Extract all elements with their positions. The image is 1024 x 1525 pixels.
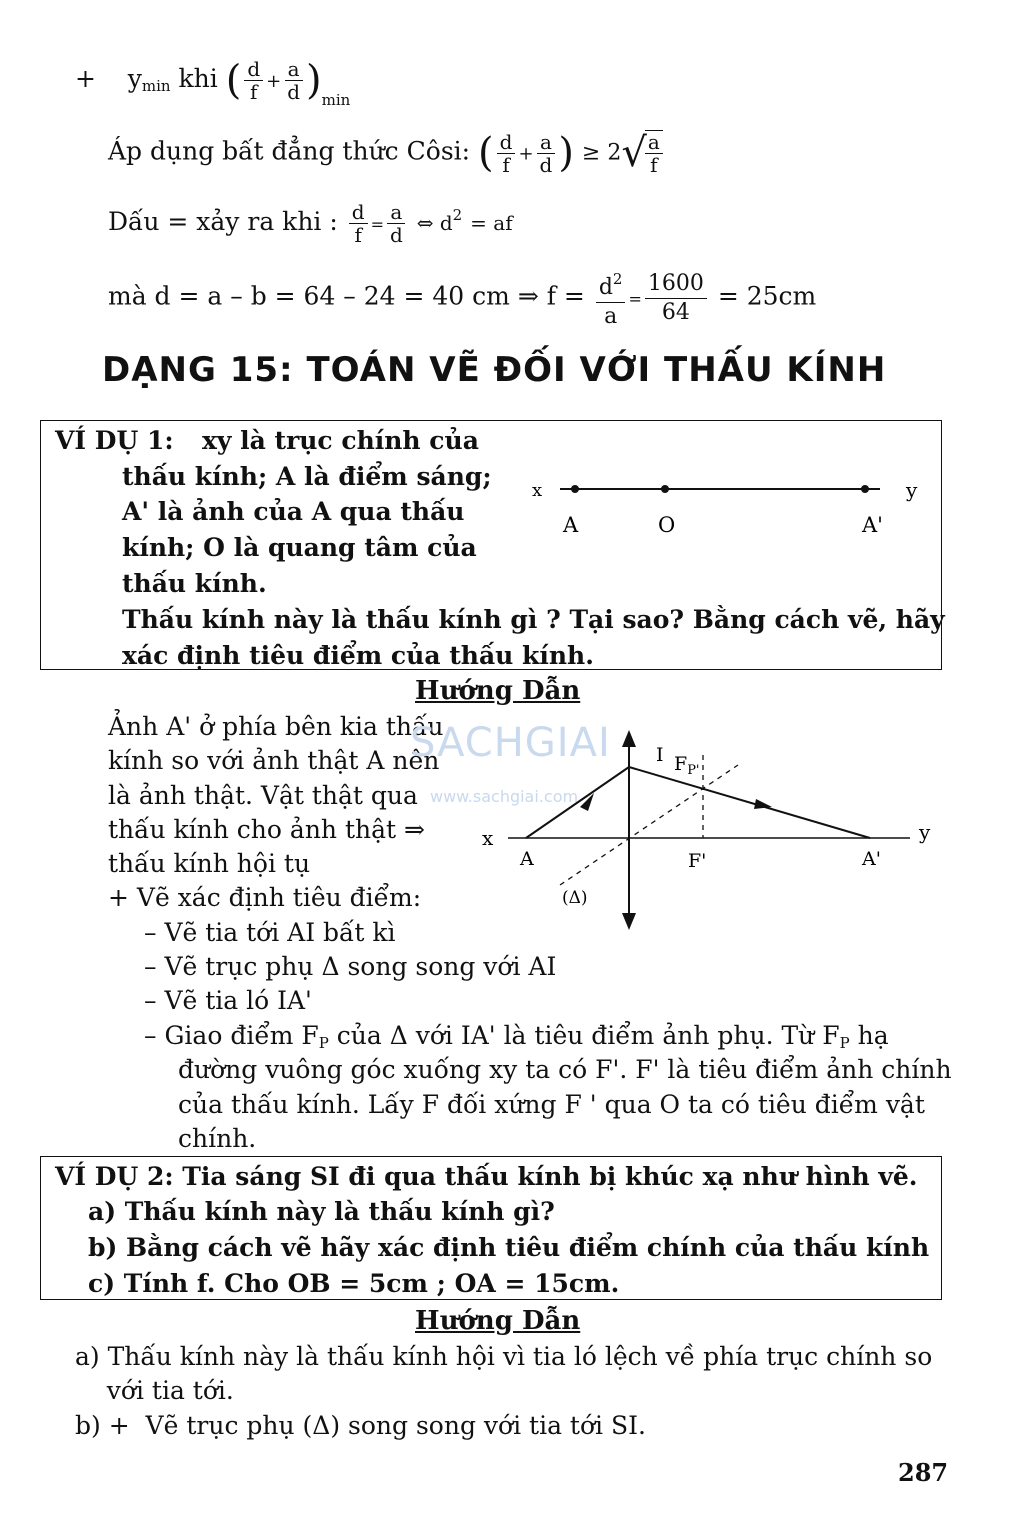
fraction-1600-64 bbox=[645, 270, 707, 327]
open-paren: ( bbox=[225, 57, 242, 104]
guide1-para-line: là ảnh thật. Vật thật qua bbox=[108, 781, 418, 810]
equals: = bbox=[628, 289, 642, 309]
guide1-step: – Vẽ tia tới AI bất kì bbox=[144, 918, 396, 947]
geq-sign: ≥ 2 bbox=[581, 140, 622, 166]
page-number: 287 bbox=[898, 1458, 949, 1487]
guide2-line: a) Thấu kính này là thấu kính hội vì tia ló lệch về phía trục chính so bbox=[75, 1342, 933, 1371]
section-heading: DẠNG 15: TOÁN VẼ ĐỐI VỚI THẤU KÍNH bbox=[102, 350, 887, 390]
equality-text: Dấu = xảy ra khi : bbox=[108, 207, 338, 236]
sub-p: P bbox=[318, 1034, 329, 1052]
d: d bbox=[598, 275, 613, 300]
fp-subscript: P' bbox=[687, 763, 700, 778]
khi-word: khi bbox=[178, 64, 218, 93]
example2-line: c) Tính f. Cho OB = 5cm ; OA = 15cm. bbox=[88, 1269, 620, 1298]
sqrt-fraction bbox=[645, 130, 663, 176]
fraction-d2-a bbox=[596, 265, 626, 331]
formula-line-cosi bbox=[108, 130, 666, 176]
y-symbol: y bbox=[127, 64, 142, 93]
den: 64 bbox=[661, 299, 690, 325]
equals-af: = af bbox=[470, 211, 513, 235]
label-o: O bbox=[658, 513, 676, 537]
fraction-d-f bbox=[244, 58, 263, 103]
den: d bbox=[389, 223, 403, 247]
num: a bbox=[285, 58, 303, 81]
example1-line: xy là trục chính của bbox=[202, 426, 479, 455]
result-value: = 25cm bbox=[717, 281, 817, 311]
num: a bbox=[645, 131, 663, 154]
num bbox=[596, 265, 626, 303]
guide1-para-line: thấu kính cho ảnh thật ⇒ bbox=[108, 815, 425, 844]
guide2-title: Hướng Dẫn bbox=[415, 1306, 581, 1336]
fraction-a-d bbox=[284, 58, 303, 103]
example1-line: thấu kính; A là điểm sáng; bbox=[122, 462, 492, 491]
min-subscript-2: min bbox=[321, 91, 351, 109]
secondary-axis bbox=[560, 765, 738, 885]
result-text: mà d = a – b = 64 – 24 = 40 cm ⇒ f = bbox=[108, 281, 585, 311]
guide2-line: b) + Vẽ trục phụ (Δ) song song với tia tới SI. bbox=[75, 1411, 646, 1440]
example1-label: VÍ DỤ 1: bbox=[55, 426, 174, 455]
point-a-prime bbox=[861, 485, 869, 493]
example1-diagram bbox=[520, 470, 920, 550]
formula-line-result bbox=[108, 265, 816, 331]
num: d bbox=[497, 131, 516, 154]
watermark-brand: SACHGIAI bbox=[410, 720, 611, 766]
guide1-step: – Vẽ tia ló IA' bbox=[144, 986, 312, 1015]
text-part: hạ bbox=[849, 1021, 889, 1050]
den: f bbox=[502, 152, 510, 177]
num: a bbox=[387, 201, 405, 224]
example2-line: b) Bằng cách vẽ hãy xác định tiêu điểm chính của thấu kính bbox=[88, 1233, 930, 1262]
den: a bbox=[604, 304, 618, 329]
open-paren: ( bbox=[478, 130, 494, 176]
label-delta: (Δ) bbox=[562, 888, 588, 908]
label-a: A bbox=[563, 513, 579, 537]
guide1-step-cont: của thấu kính. Lấy F đối xứng F ' qua O ta có tiêu điểm vật bbox=[178, 1090, 925, 1119]
num: 1600 bbox=[645, 270, 707, 299]
square-sup: 2 bbox=[452, 206, 463, 224]
num: d bbox=[244, 58, 263, 81]
text-part: – Giao điểm F bbox=[144, 1021, 319, 1050]
sqrt-sign: √ bbox=[621, 130, 647, 176]
guide1-step-cont: đường vuông góc xuống xy ta có F'. F' là tiêu điểm ảnh chính bbox=[178, 1055, 952, 1084]
guide1-step: – Vẽ trục phụ Δ song song với AI bbox=[144, 952, 557, 981]
close-paren: ) bbox=[558, 130, 574, 176]
guide1-para-line: thấu kính hội tụ bbox=[108, 849, 311, 878]
label-a: A bbox=[520, 848, 534, 870]
example1-line: xác định tiêu điểm của thấu kính. bbox=[122, 641, 594, 670]
plus: + bbox=[518, 143, 534, 165]
example2-line: VÍ DỤ 2: Tia sáng SI đi qua thấu kính bị khúc xạ như hình vẽ. bbox=[55, 1162, 918, 1191]
guide1-para-line: Ảnh A' ở phía bên kia thấu bbox=[108, 712, 444, 741]
plus: + bbox=[266, 71, 282, 92]
label-x: x bbox=[532, 480, 543, 501]
formula-line-ymin bbox=[75, 58, 350, 117]
den: f bbox=[250, 80, 258, 104]
guide2-line: với tia tới. bbox=[75, 1376, 234, 1405]
den: f bbox=[354, 223, 362, 247]
label-i: I bbox=[656, 744, 664, 766]
point-o bbox=[661, 485, 669, 493]
example1-line: thấu kính. bbox=[122, 569, 267, 598]
num: a bbox=[537, 131, 555, 154]
guide1-step-head: + Vẽ xác định tiêu điểm: bbox=[108, 883, 422, 912]
guide1-title: Hướng Dẫn bbox=[415, 676, 581, 706]
point-a bbox=[571, 485, 579, 493]
cosi-text: Áp dụng bất đẳng thức Côsi: bbox=[108, 136, 471, 166]
label-f-prime: F' bbox=[688, 850, 707, 872]
guide1-step-cont: chính. bbox=[178, 1124, 257, 1153]
close-paren: ) bbox=[306, 57, 322, 104]
sub-p: P bbox=[839, 1034, 850, 1052]
fraction-a-d bbox=[537, 131, 556, 176]
den: d bbox=[539, 152, 553, 177]
min-subscript: min bbox=[141, 77, 171, 95]
label-x: x bbox=[482, 826, 494, 850]
label-a-prime: A' bbox=[862, 848, 881, 870]
lens-arrow-bottom bbox=[622, 913, 636, 930]
label-fp bbox=[674, 753, 700, 778]
equals: = bbox=[370, 215, 384, 234]
fraction-d-f bbox=[497, 131, 516, 176]
guide1-para-line: kính so với ảnh thật A nên bbox=[108, 746, 440, 775]
guide1-diagram bbox=[470, 725, 940, 935]
num: d bbox=[349, 201, 368, 224]
incident-ray bbox=[526, 767, 629, 838]
plus-sign: + bbox=[75, 64, 96, 93]
den: d bbox=[287, 80, 301, 104]
fp-letter: F bbox=[674, 753, 688, 775]
den: f bbox=[650, 153, 658, 177]
label-y: y bbox=[919, 820, 931, 844]
example1-line: A' là ảnh của A qua thấu bbox=[122, 497, 465, 526]
label-y: y bbox=[906, 478, 918, 502]
iff-d: ⇔ d bbox=[416, 211, 453, 235]
lens-arrow-top bbox=[622, 730, 636, 747]
example1-line: kính; O là quang tâm của bbox=[122, 533, 477, 562]
text-part: của Δ với IA' là tiêu điểm ảnh phụ. Từ F bbox=[328, 1021, 840, 1050]
example1-line: Thấu kính này là thấu kính gì ? Tại sao? Bằng cách vẽ, hãy bbox=[122, 605, 945, 634]
label-a-prime: A' bbox=[862, 513, 883, 537]
watermark-url: www.sachgiai.com bbox=[430, 787, 579, 806]
fraction-a-d bbox=[387, 201, 406, 246]
example2-line: a) Thấu kính này là thấu kính gì? bbox=[88, 1197, 555, 1226]
square-sup: 2 bbox=[612, 270, 623, 288]
formula-line-equality bbox=[108, 198, 513, 246]
refracted-ray bbox=[629, 767, 870, 838]
fraction-d-f bbox=[349, 201, 368, 246]
